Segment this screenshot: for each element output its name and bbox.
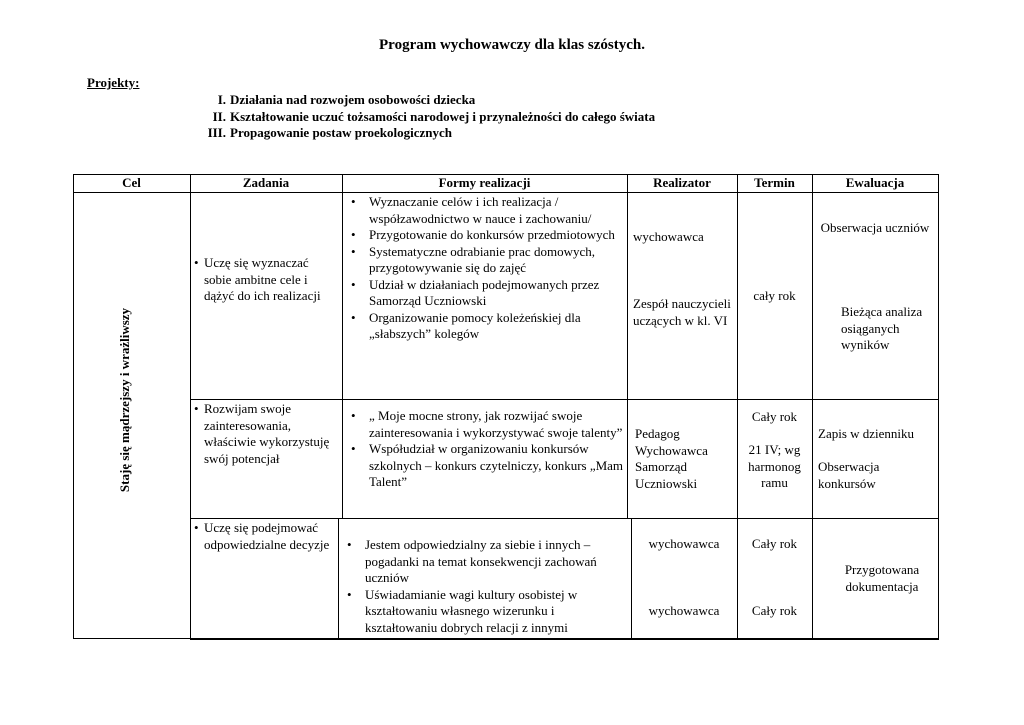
row1-realizator-a: wychowawca xyxy=(633,229,704,244)
project-number: I. xyxy=(217,92,226,107)
header-cel: Cel xyxy=(122,175,141,190)
project-item xyxy=(196,92,655,109)
row3-termin-a: Cały rok xyxy=(751,536,798,551)
row3-realizator-b: wychowawca xyxy=(648,603,720,618)
row1-realizator-b: Zespół nauczycieli uczących w kl. VI xyxy=(633,296,731,328)
projects-label: Projekty: xyxy=(87,75,140,90)
row3-task xyxy=(194,520,334,553)
list-item: • Udział w działaniach podejmowanych przez Samorząd Uczniowski xyxy=(347,277,625,310)
list-item: • Systematyczne odrabianie prac domowych, przygotowywanie się do zajęć xyxy=(347,244,625,277)
list-item: • Organizowanie pomocy koleżeńskiej dla „słabszych” kolegów xyxy=(347,310,625,343)
row1-ewaluacja-b: Bieżąca analiza osiąganych wyników xyxy=(841,304,923,352)
page-title: Program wychowawczy dla klas szóstych. xyxy=(379,37,645,53)
list-item: • Współudział w organizowaniu konkursów szkolnych – konkurs czytelniczy, konkurs „Mam Talent” xyxy=(347,441,625,491)
header-ewaluacja: Ewaluacja xyxy=(845,175,905,190)
row2-task xyxy=(194,401,338,467)
row1-forms xyxy=(347,194,625,343)
row1-task xyxy=(194,255,338,305)
header-formy: Formy realizacji xyxy=(438,175,531,190)
project-item xyxy=(196,109,655,126)
goal-label: Staję się mądrzejszy i wrażliwszy xyxy=(117,307,132,493)
list-item: • Przygotowanie do konkursów przedmiotowych xyxy=(347,227,625,244)
row1-termin: cały rok xyxy=(753,288,796,303)
header-zadania: Zadania xyxy=(242,175,290,190)
list-item: • Uświadamianie wagi kultury osobistej w kształtowaniu własnego wizerunku i kształtowaniu dobrych relacji z innymi xyxy=(343,587,625,637)
project-number: II. xyxy=(212,108,226,124)
row3-forms xyxy=(343,537,625,636)
header-termin: Termin xyxy=(754,175,795,190)
list-item: • Uczę się podejmować odpowiedzialne decyzje xyxy=(194,520,334,553)
row2-ewaluacja-a: Zapis w dzienniku xyxy=(818,426,915,441)
row2-termin-a: Cały rok xyxy=(751,409,798,424)
project-text: Propagowanie postaw proekologicznych xyxy=(230,125,452,140)
row2-termin-b: 21 IV; wg harmonog ramu xyxy=(748,442,801,490)
row2-ewaluacja-b: Obserwacja konkursów xyxy=(818,459,880,491)
project-text: Kształtowanie uczuć tożsamości narodowej i przynależności do całego świata xyxy=(230,108,656,124)
row2-realizator: Pedagog Wychowawca Samorząd Uczniowski xyxy=(635,426,708,491)
row1-ewaluacja-a: Obserwacja uczniów xyxy=(820,220,930,235)
project-item xyxy=(196,125,655,142)
row2-forms xyxy=(347,408,625,491)
list-item: • Jestem odpowiedzialny za siebie i innych – pogadanki na temat konsekwencji zachowań uczniów xyxy=(343,537,625,587)
project-number: III. xyxy=(207,125,226,140)
list-item: • Rozwijam swoje zainteresowania, właściwie wykorzystuję swój potencjał xyxy=(194,401,338,467)
list-item: • Wyznaczanie celów i ich realizacja / współzawodnictwo w nauce i zachowaniu/ xyxy=(347,194,625,227)
project-text: Działania nad rozwojem osobowości dziecka xyxy=(230,92,476,107)
list-item: • „ Moje mocne strony, jak rozwijać swoje zainteresowania i wykorzystywać swoje talenty” xyxy=(347,408,625,441)
list-item: • Uczę się wyznaczać sobie ambitne cele i dążyć do ich realizacji xyxy=(194,255,338,305)
projects-list xyxy=(196,92,655,142)
header-realizator: Realizator xyxy=(653,175,711,190)
row3-realizator-a: wychowawca xyxy=(648,536,720,551)
row3-ewaluacja: Przygotowana dokumentacja xyxy=(844,562,920,594)
row3-termin-b: Cały rok xyxy=(751,603,798,618)
